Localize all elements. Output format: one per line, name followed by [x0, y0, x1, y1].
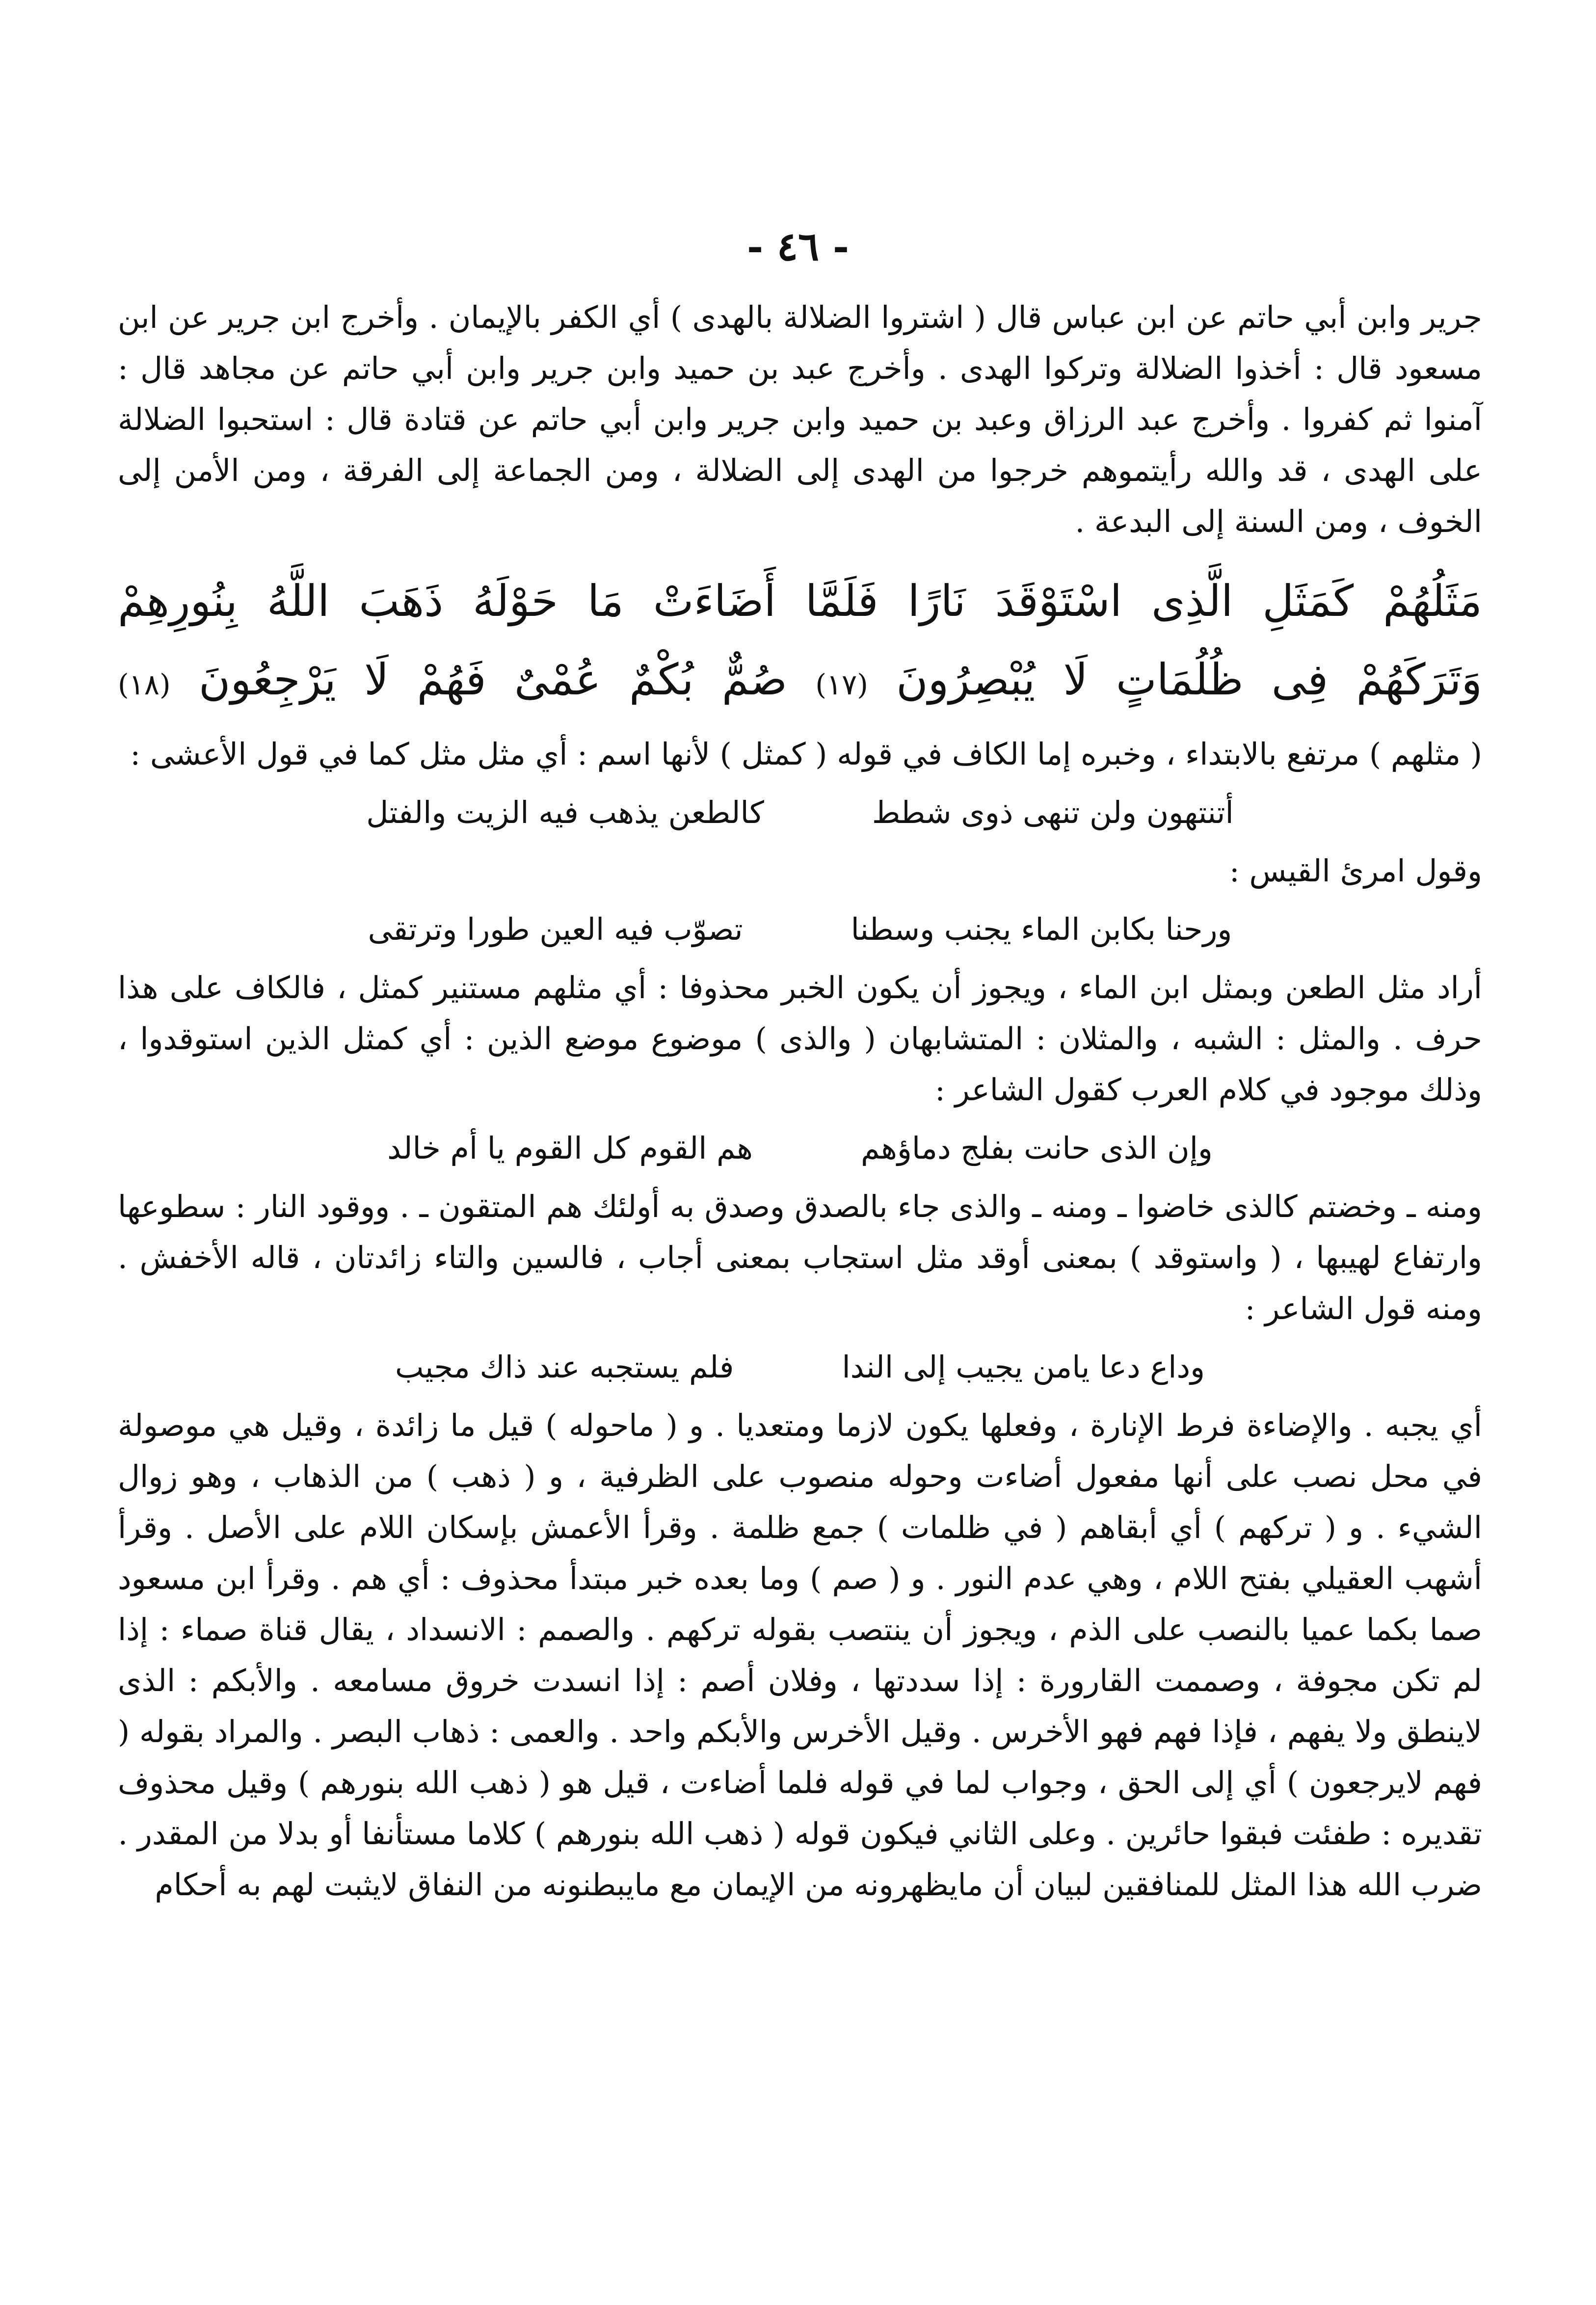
- poem-3-second-hemistich: هم القوم كل القوم يا أم خالد: [387, 1130, 753, 1166]
- poem-2-first-hemistich: ورحنا بكابن الماء يجنب وسطنا: [851, 911, 1232, 947]
- quran-line-1: مَثَلُهُمْ كَمَثَلِ الَّذِى اسْتَوْقَدَ نَارًا فَلَمَّا أَضَاءَتْ مَا حَوْلَهُ ذَهَبَ اللَّهُ بِنُورِهِمْ: [118, 576, 1482, 626]
- commentary-paragraph-4: ومنه ـ وخضتم كالذى خاضوا ـ ومنه ـ والذى جاء بالصدق وصدق به أولئك هم المتقون ـ . ووقود النار : سطوعها وارتفاع لهيبها ، ( واستوقد ) بمعنى أوقد مثل استجاب بمعنى أجاب ، فالسين والتاء زائدتان ، قاله الأخفش . ومنه قول الشاعر :: [118, 1189, 1482, 1326]
- poem-line-4: [118, 1338, 1482, 1396]
- commentary-paragraph-2: وقول امرئ القيس :: [1229, 853, 1482, 889]
- poem-3-first-hemistich: وإن الذى حانت بفلج دماؤهم: [861, 1130, 1213, 1166]
- commentary-paragraph-1: ( مثلهم ) مرتفع بالابتداء ، وخبره إما الكاف في قوله ( كمثل ) لأنها اسم : أي مثل مثل كما في قول الأعشى :: [130, 736, 1482, 772]
- poem-line-2: [118, 901, 1482, 958]
- commentary-paragraph-5: أي يجبه . والإضاءة فرط الإنارة ، وفعلها يكون لازما ومتعديا . و ( ماحوله ) قيل ما زائدة ، وقيل هي موصولة في محل نصب على أنها مفعول أضاءت وحوله منصوب على الظرفية ، و ( ذهب ) من الذهاب ، وهو زوال الشيء . و ( تركهم ) أي أبقاهم ( في ظلمات ) جمع ظلمة . وقرأ الأعمش بإسكان اللام على الأصل . وقرأ أشهب العقيلي بفتح اللام ، وهي عدم النور . و ( صم ) وما بعده خبر مبتدأ محذوف : أي هم . وقرأ ابن مسعود صما بكما عميا بالنصب على الذم ، ويجوز أن ينتصب بقوله تركهم . والصمم : الانسداد ، يقال قناة صماء : إذا لم تكن مجوفة ، وصممت القارورة : إذا سددتها ، وفلان أصم : إذا انسدت خروق مسامعه . والأبكم : الذى لاينطق ولا يفهم ، فإذا فهم فهو الأخرس . وقيل الأخرس والأبكم واحد . والعمى : ذهاب البصر . والمراد بقوله ( فهم لايرجعون ) أي إلى الحق ، وجواب لما في قوله فلما أضاءت ، قيل هو ( ذهب الله بنورهم ) وقيل محذوف تقديره : طفئت فبقوا حائرين . وعلى الثاني فيكون قوله ( ذهب الله بنورهم ) كلاما مستأنفا أو بدلا من المقدر .: [118, 1407, 1483, 1852]
- poem-line-3: [118, 1119, 1482, 1177]
- poem-1-first-hemistich: أتنتهون ولن تنهى ذوى شطط: [872, 795, 1234, 830]
- quran-line-2-part-1: وَتَرَكَهُمْ فِى ظُلُمَاتٍ لَا يُبْصِرُونَ: [896, 654, 1483, 705]
- quran-line-2-part-2: صُمٌّ بُكْمٌ عُمْىٌ فَهُمْ لَا يَرْجِعُونَ: [198, 654, 788, 705]
- poem-1-second-hemistich: كالطعن يذهب فيه الزيت والفتل: [366, 795, 764, 830]
- poem-line-1: [118, 784, 1482, 842]
- commentary-paragraph-3: أراد مثل الطعن وبمثل ابن الماء ، ويجوز أن يكون الخبر محذوفا : أي مثلهم مستنير كمثل ، فالكاف على هذا حرف . والمثل : الشبه ، والمثلان : المتشابهان ( والذى ) موضوع موضع الذين : أي كمثل الذين استوقدوا ، وذلك موجود في كلام العرب كقول الشاعر :: [118, 970, 1482, 1108]
- commentary-paragraph-6: ضرب الله هذا المثل للمنافقين لبيان أن مايظهرونه من الإيمان مع مايبطنونه من النفاق لايثبت لهم به أحكام: [155, 1867, 1482, 1903]
- quran-verse: [118, 562, 1482, 724]
- verse-number-17: (١٧): [815, 668, 868, 701]
- intro-paragraph: جرير وابن أبي حاتم عن ابن عباس قال ( اشتروا الضلالة بالهدى ) أي الكفر بالإيمان . وأخرج ابن جرير عن ابن مسعود قال : أخذوا الضلالة وتركوا الهدى . وأخرج عبد بن حميد وابن جرير وابن أبي حاتم عن مجاهد قال : آمنوا ثم كفروا . وأخرج عبد الرزاق وعبد بن حميد وابن جرير وابن أبي حاتم عن قتادة قال : استحبوا الضلالة على الهدى ، قد والله رأيتموهم خرجوا من الهدى إلى الضلالة ، ومن الجماعة إلى الفرقة ، ومن الأمن إلى الخوف ، ومن السنة إلى البدعة .: [118, 299, 1482, 539]
- verse-number-18: (١٨): [118, 668, 171, 701]
- quran-line-2: [118, 640, 1482, 724]
- poem-4-second-hemistich: فلم يستجبه عند ذاك مجيب: [395, 1349, 734, 1385]
- page-body: [118, 211, 1482, 1910]
- poem-4-first-hemistich: وداع دعا يامن يجيب إلى الندا: [842, 1349, 1205, 1385]
- page-number: - ٤٦ -: [746, 223, 850, 269]
- poem-2-second-hemistich: تصوّب فيه العين طورا وترتقى: [368, 911, 743, 947]
